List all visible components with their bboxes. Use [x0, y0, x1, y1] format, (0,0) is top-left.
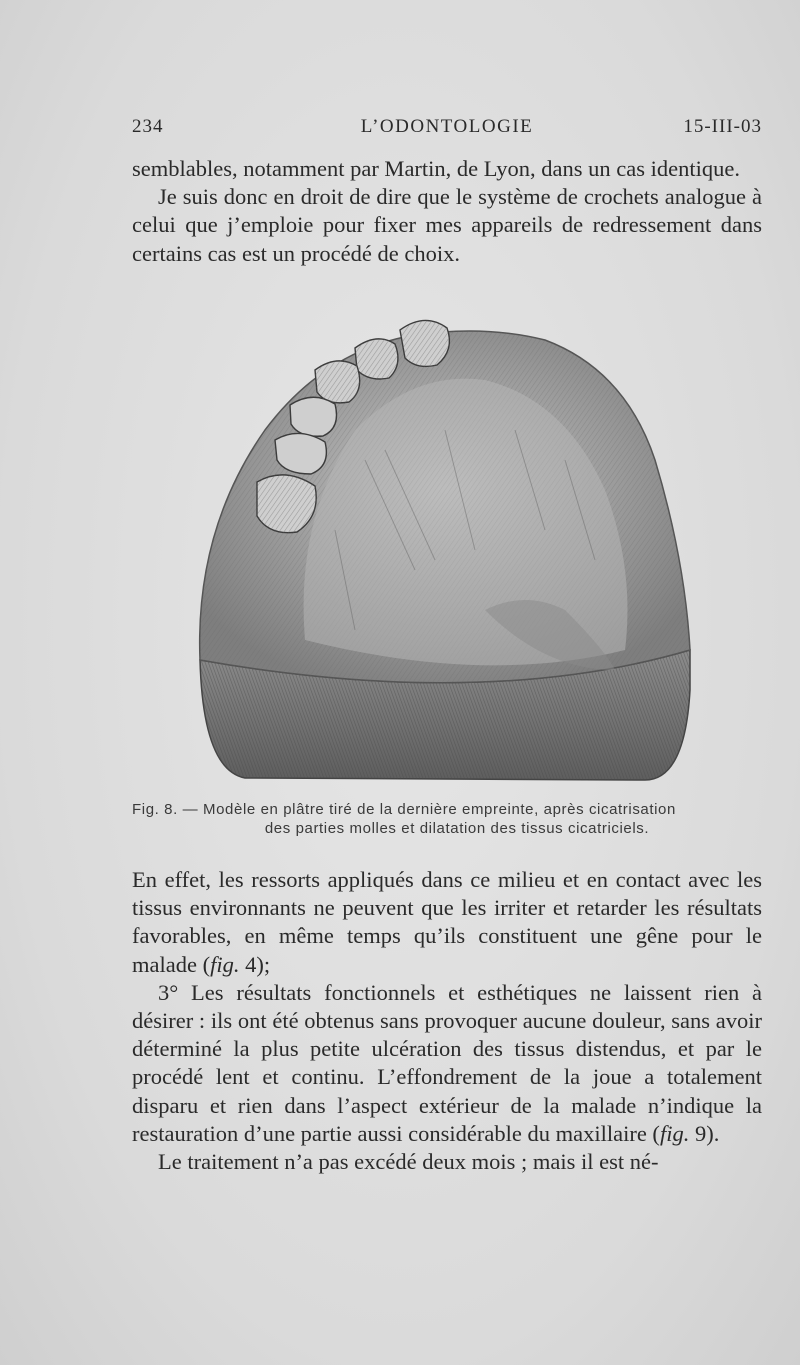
paragraph: Je suis donc en droit de dire que le système de crochets analogue à celui que j’emploie pour fixer mes appareils de redressement dans certains cas est un procédé de choix. — [132, 184, 762, 266]
paragraph-text: 3° Les résultats fonctionnels et esthétiques ne laissent rien à désirer : ils ont été obtenus sans provoquer aucune douleur, sans avoir déterminé la plus petite ulcération des tissus distendus, et par le procédé lent et continu. L’effondrement de la joue a totalement disparu et rien dans l’aspect extérieur de la malade n’indique la restauration d’une partie aussi considérable du maxillaire ( — [132, 979, 762, 1146]
paragraph: Le traitement n’a pas excédé deux mois ; mais il est né- — [158, 1149, 659, 1175]
page-number: 234 — [132, 116, 164, 137]
figure-caption — [132, 800, 762, 838]
paragraph-text: 9). — [689, 1120, 720, 1146]
plaster-model-illustration — [185, 310, 705, 800]
issue-date: 15-III-03 — [683, 116, 762, 137]
figure-reference: fig. — [659, 1120, 690, 1146]
body-text-bottom — [132, 866, 762, 1176]
body-text-top — [132, 155, 762, 268]
running-header — [132, 116, 762, 146]
paragraph — [132, 866, 762, 979]
figure-reference: fig. — [210, 951, 240, 977]
paragraph — [132, 979, 762, 1148]
plaster-cast-drawing — [185, 310, 705, 800]
paragraph: semblables, notamment par Martin, de Lyon, dans un cas identique. — [132, 156, 740, 181]
paragraph-text: En effet, les ressorts appliqués dans ce milieu et en contact avec les tissus environnants ne peuvent que les irriter et retarder les résultats favorables, en même temps qu’ils constituent une gêne pour le malade ( — [132, 867, 762, 977]
caption-line: des parties molles et dilatation des tissus cicatriciels. — [264, 820, 650, 837]
caption-line: Fig. 8. — Modèle en plâtre tiré de la dernière empreinte, après cicatrisation — [132, 801, 676, 818]
paragraph-text: 4); — [239, 951, 271, 977]
journal-title: L’ODONTOLOGIE — [360, 116, 534, 137]
